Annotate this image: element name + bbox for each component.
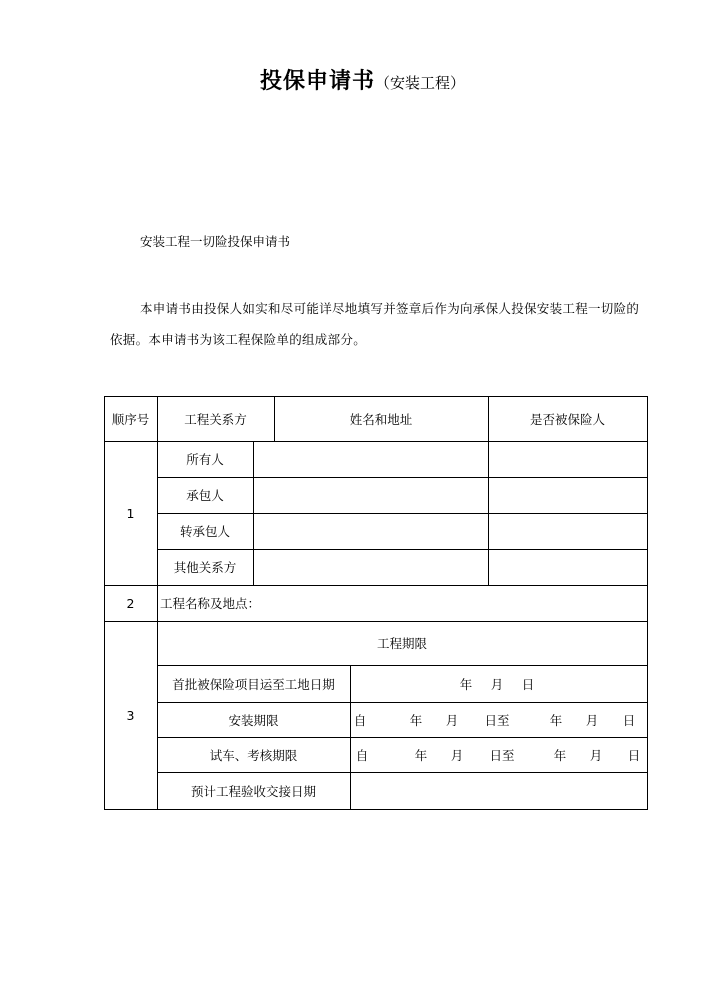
document-title <box>0 64 725 95</box>
test-run-day-end: 日 <box>627 747 641 763</box>
header-party: 工程关系方 <box>184 411 247 427</box>
row2-number: 2 <box>126 595 135 611</box>
table-border-bottom <box>104 809 648 810</box>
form-heading: 安装工程一切险投保申请书 <box>140 234 291 249</box>
test-run-year-end: 年 <box>553 747 567 763</box>
test-run-from: 自 <box>355 747 369 763</box>
installation-day-to: 日至 <box>484 712 510 728</box>
row3-number: 3 <box>126 707 135 723</box>
first-delivery-date-value: 年 月 日 <box>459 676 538 692</box>
project-name-location-label: 工程名称及地点： <box>160 596 261 611</box>
row1-number: 1 <box>126 505 135 521</box>
installation-period-label: 安装期限 <box>228 712 279 728</box>
party-contractor: 承包人 <box>186 488 224 503</box>
party-subcontractor: 转承包人 <box>179 524 230 539</box>
party-owner: 所有人 <box>186 452 224 467</box>
party-other: 其他关系方 <box>173 560 237 575</box>
intro-paragraph: 本申请书由投保人如实和尽可能详尽地填写并签章后作为向承保人投保安装工程一切险的依据。本申请书为该工程保险单的组成部分。 <box>110 301 640 347</box>
header-insured: 是否被保险人 <box>529 411 605 427</box>
project-period-title: 工程期限 <box>376 636 427 651</box>
installation-from: 自 <box>353 712 367 728</box>
expected-acceptance-date-label: 预计工程验收交接日期 <box>190 783 316 799</box>
installation-day-end: 日 <box>622 712 636 728</box>
test-run-year-start: 年 <box>414 747 428 763</box>
installation-month-end: 月 <box>585 712 599 728</box>
test-run-day-to: 日至 <box>489 747 515 763</box>
header-name-address: 姓名和地址 <box>349 411 413 427</box>
installation-month-start: 月 <box>445 712 459 728</box>
first-delivery-date-label: 首批被保险项目运至工地日期 <box>172 676 335 692</box>
test-run-period-label: 试车、考核期限 <box>209 747 298 763</box>
table-line <box>253 441 254 586</box>
installation-year-end: 年 <box>549 712 563 728</box>
test-run-month-start: 月 <box>450 747 464 763</box>
expected-acceptance-date-value <box>350 772 647 809</box>
title-main: 投保申请书 <box>259 69 375 94</box>
test-run-month-end: 月 <box>589 747 603 763</box>
title-sub: （安装工程） <box>375 74 466 92</box>
table-border-right <box>647 396 648 810</box>
installation-year-start: 年 <box>409 712 423 728</box>
header-seq: 顺序号 <box>111 411 150 427</box>
